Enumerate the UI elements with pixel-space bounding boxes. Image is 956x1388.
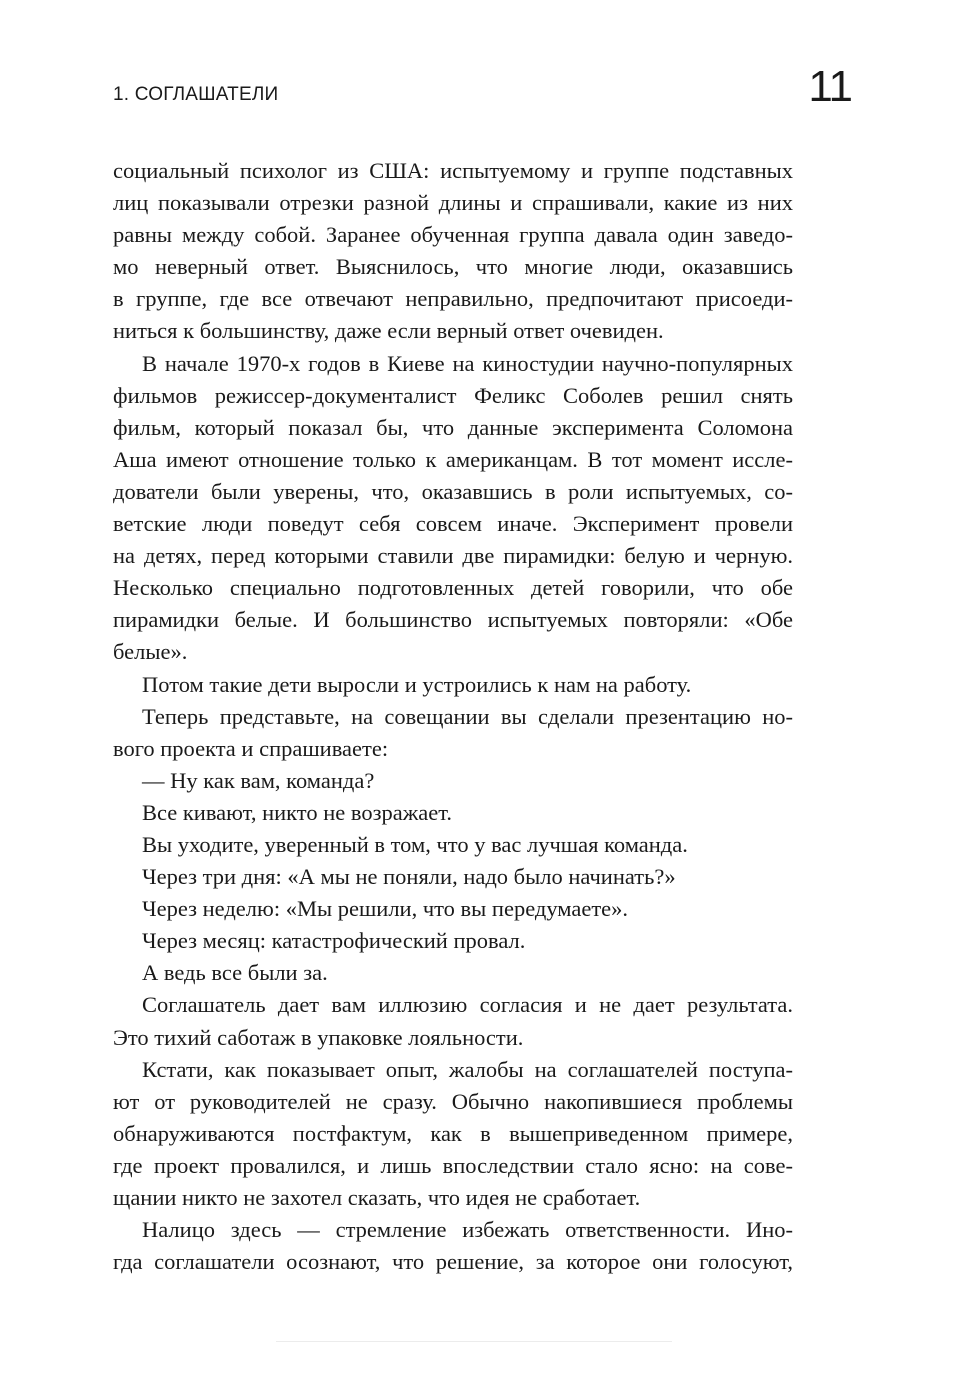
text-line: Соглашатель дает вам иллюзию согласия и не дает результата.	[142, 992, 793, 1018]
text-line: белые».	[113, 639, 188, 665]
text-line: щании никто не захотел сказать, что идея не сработает.	[113, 1185, 641, 1210]
text-line: где проект провалился, и лишь впоследствии стало ясно: на сове-	[113, 1152, 793, 1178]
page-number: 11	[808, 62, 852, 111]
text-line: ниться к большинству, даже если верный ответ очевиден.	[113, 318, 664, 344]
text-line: Аша имеют отношение только к американцам. В тот момент иссле-	[113, 446, 793, 472]
text-line: равны между собой. Заранее обученная группа давала один заведо-	[113, 222, 793, 248]
text-line: ют от руководителей не сразу. Обычно накопившиеся проблемы	[113, 1088, 793, 1114]
text-line: Вы уходите, уверенный в том, что у вас лучшая команда.	[142, 831, 688, 857]
running-head: 1. СОГЛАШАТЕЛИ	[113, 84, 279, 105]
text-line: пирамидки белые. И большинство испытуемых повторяли: «Обе	[113, 607, 793, 633]
text-line: мо неверный ответ. Выяснилось, что многие люди, оказавшись	[113, 254, 793, 280]
text-line: Через месяц: катастрофический провал.	[142, 928, 526, 954]
text-line: на детях, перед которыми ставили две пирамидки: белую и черную.	[113, 543, 793, 569]
text-line: — Ну как вам, команда?	[142, 767, 375, 793]
text-line: Теперь представьте, на совещании вы сделали презентацию но-	[142, 703, 793, 729]
text-line: гда соглашатели осознают, что решение, за которое они голосуют,	[113, 1249, 793, 1275]
bottom-divider	[276, 1341, 672, 1342]
text-line: Через неделю: «Мы решили, что вы передумаете».	[142, 896, 629, 922]
text-line: Через три дня: «А мы не поняли, надо было начинать?»	[142, 864, 676, 890]
text-line: Налицо здесь — стремление избежать ответственности. Ино-	[142, 1217, 793, 1243]
text-line: в группе, где все отвечают неправильно, предпочитают присоеди-	[113, 286, 793, 312]
text-line: дователи были уверены, что, оказавшись в роли испытуемых, со-	[113, 478, 793, 504]
text-line: фильмов режиссер-документалист Феликс Соболев решил снять	[113, 382, 793, 408]
text-line: фильм, который показал бы, что данные эксперимента Соломона	[113, 414, 793, 440]
text-line: В начале 1970-х годов в Киеве на киностудии научно-популярных	[142, 350, 793, 376]
text-line: Потом такие дети выросли и устроились к нам на работу.	[142, 671, 692, 697]
text-line: Это тихий саботаж в упаковке лояльности.	[113, 1024, 524, 1050]
text-line: ветские люди поведут себя совсем иначе. Эксперимент провели	[113, 511, 793, 537]
text-line: Кстати, как показывает опыт, жалобы на соглашателей поступа-	[142, 1056, 793, 1082]
text-line: социальный психолог из США: испытуемому и группе подставных	[113, 158, 793, 183]
text-line: А ведь все были за.	[142, 960, 328, 986]
text-line: обнаруживаются постфактум, как в вышеприведенном примере,	[113, 1120, 793, 1146]
text-line: Несколько специально подготовленных детей говорили, что обе	[113, 575, 793, 601]
text-line: лиц показывали отрезки разной длины и спрашивали, какие из них	[113, 190, 793, 216]
body-text	[113, 155, 793, 1278]
text-line: Все кивают, никто не возражает.	[142, 799, 452, 825]
text-line: вого проекта и спрашиваете:	[113, 735, 389, 761]
